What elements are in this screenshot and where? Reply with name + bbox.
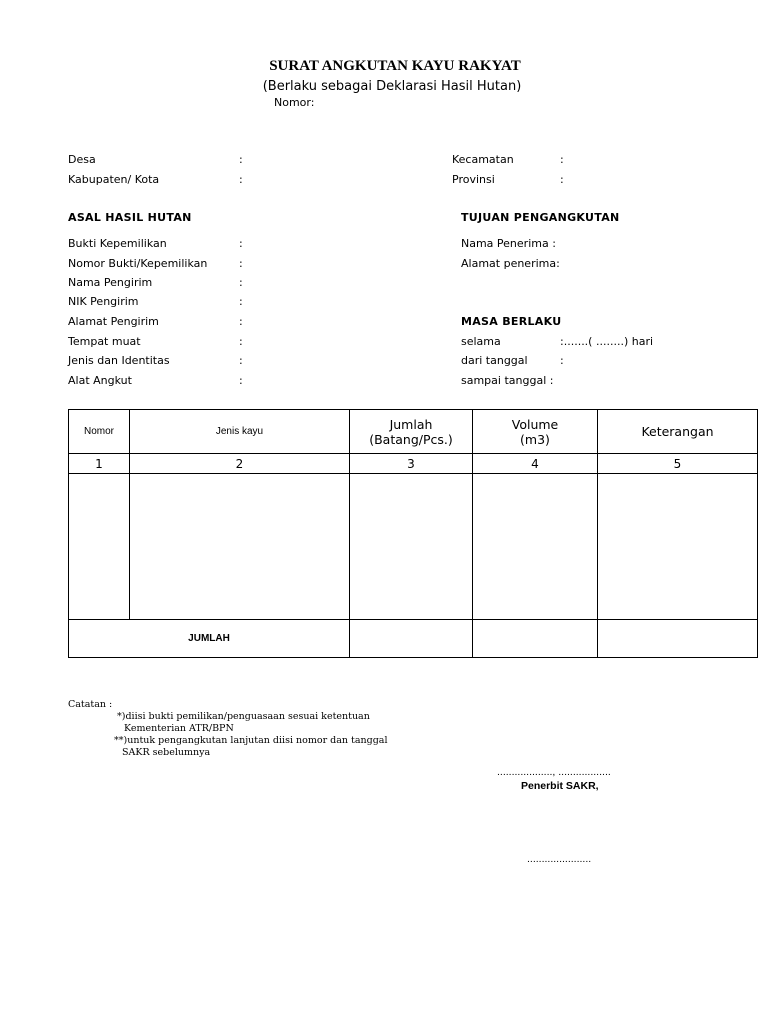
field-sampai-tanggal: sampai tanggal : <box>461 374 554 387</box>
field-nomor-bukti: Nomor Bukti/Kepemilikan <box>68 257 208 270</box>
header-jenis-kayu: Jenis kayu <box>130 410 350 454</box>
column-number: 3 <box>350 454 473 474</box>
kabupaten-colon: : <box>239 173 243 186</box>
field-selama: selama <box>461 335 501 348</box>
total-keterangan <box>598 620 758 658</box>
column-number: 4 <box>473 454 598 474</box>
cell-nomor <box>69 474 130 620</box>
cell-volume <box>473 474 598 620</box>
asal-heading: ASAL HASIL HUTAN <box>68 211 192 224</box>
note-line-4: SAKR sebelumnya <box>122 747 211 758</box>
header-volume <box>473 410 598 454</box>
signature-line: ...................... <box>527 853 592 865</box>
field-colon: : <box>239 257 243 270</box>
cell-jumlah <box>350 474 473 620</box>
masa-heading: MASA BERLAKU <box>461 315 562 328</box>
column-number: 2 <box>130 454 350 474</box>
header-keterangan: Keterangan <box>598 410 758 454</box>
field-alat-angkut: Alat Angkut <box>68 374 132 387</box>
nomor-label: Nomor: <box>274 96 315 109</box>
column-number: 1 <box>69 454 130 474</box>
table-body-row <box>69 474 758 620</box>
items-table <box>68 409 758 658</box>
note-line-1: *)diisi bukti pemilikan/penguasaan sesuai ketentuan <box>117 711 370 722</box>
table-number-row <box>69 454 758 474</box>
field-colon: : <box>239 354 243 367</box>
desa-label: Desa <box>68 153 96 166</box>
selama-value: :.......( ........) hari <box>560 335 654 348</box>
cell-jenis-kayu <box>130 474 350 620</box>
table-header-row <box>69 410 758 454</box>
header-volume-line2: (m3) <box>520 431 550 447</box>
provinsi-colon: : <box>560 173 564 186</box>
field-colon: : <box>239 295 243 308</box>
field-jenis-identitas: Jenis dan Identitas <box>68 354 170 367</box>
header-volume-line1: Volume <box>511 416 559 432</box>
header-jumlah-line2: (Batang/Pcs.) <box>369 431 453 447</box>
field-dari-tanggal: dari tanggal <box>461 354 528 367</box>
dari-colon: : <box>560 354 564 367</box>
document-subtitle: (Berlaku sebagai Deklarasi Hasil Hutan) <box>262 79 522 94</box>
kecamatan-label: Kecamatan <box>452 153 514 166</box>
field-bukti-kepemilikan: Bukti Kepemilikan <box>68 237 167 250</box>
table-total-row <box>69 620 758 658</box>
document-title: SURAT ANGKUTAN KAYU RAKYAT <box>269 58 521 74</box>
total-jumlah <box>350 620 473 658</box>
provinsi-label: Provinsi <box>452 173 495 186</box>
field-colon: : <box>239 315 243 328</box>
kabupaten-label: Kabupaten/ Kota <box>68 173 160 186</box>
field-nama-pengirim: Nama Pengirim <box>68 276 153 289</box>
header-jumlah <box>350 410 473 454</box>
desa-colon: : <box>239 153 243 166</box>
place-date-line: ..................., .................. <box>497 766 611 778</box>
tujuan-heading: TUJUAN PENGANGKUTAN <box>461 211 620 224</box>
field-colon: : <box>239 335 243 348</box>
field-tempat-muat: Tempat muat <box>68 335 141 348</box>
note-line-2: Kementerian ATR/BPN <box>124 723 234 734</box>
header-jumlah-line1: Jumlah <box>389 416 433 432</box>
column-number: 5 <box>598 454 758 474</box>
cell-keterangan <box>598 474 758 620</box>
header-nomor: Nomor <box>69 410 130 454</box>
notes-label: Catatan : <box>68 699 113 710</box>
total-label: JUMLAH <box>69 620 350 658</box>
field-nama-penerima: Nama Penerima : <box>461 237 556 250</box>
field-alamat-pengirim: Alamat Pengirim <box>68 315 159 328</box>
field-colon: : <box>239 237 243 250</box>
issuer-label: Penerbit SAKR, <box>521 780 599 792</box>
total-volume <box>473 620 598 658</box>
field-colon: : <box>239 374 243 387</box>
field-alamat-penerima: Alamat penerima: <box>461 257 560 270</box>
kecamatan-colon: : <box>560 153 564 166</box>
note-line-3: **)untuk pengangkutan lanjutan diisi nomor dan tanggal <box>114 735 388 746</box>
field-nik-pengirim: NIK Pengirim <box>68 295 139 308</box>
field-colon: : <box>239 276 243 289</box>
